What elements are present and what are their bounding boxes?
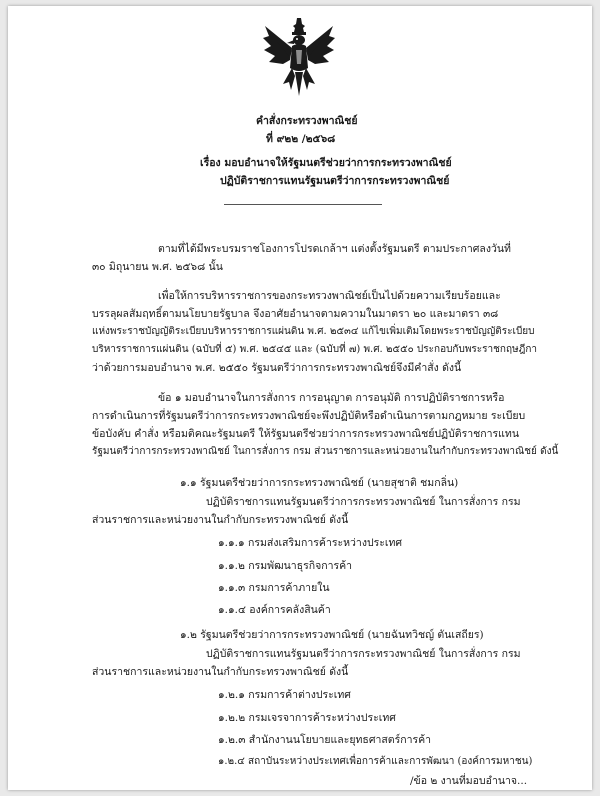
paragraph-line: แห่งพระราชบัญญัติระเบียบบริหารราชการแผ่นดิน พ.ศ. ๒๕๓๔ แก้ไขเพิ่มเติมโดยพระราชบัญญัติระเบียบ: [92, 326, 535, 337]
section-1-2-title: ๑.๒ รัฐมนตรีช่วยว่าการกระทรวงพาณิชย์ (นายฉันทวิชญ์ ตันเสถียร): [180, 629, 484, 641]
paragraph-line: ตามที่ได้มีพระบรมราชโองการโปรดเกล้าฯ แต่งตั้งรัฐมนตรี ตามประกาศลงวันที่: [158, 243, 511, 255]
order-subject-line-1: เรื่อง มอบอำนาจให้รัฐมนตรีช่วยว่าการกระทรวงพาณิชย์: [200, 157, 452, 169]
list-item: ๑.๑.๓ กรมการค้าภายใน: [218, 582, 330, 594]
list-item: ๑.๑.๑ กรมส่งเสริมการค้าระหว่างประเทศ: [218, 537, 403, 549]
paragraph-line: ข้อ ๑ มอบอำนาจในการสั่งการ การอนุญาต การอนุมัติ การปฏิบัติราชการหรือ: [158, 392, 505, 404]
order-subject-line-2: ปฏิบัติราชการแทนรัฐมนตรีว่าการกระทรวงพาณิชย์: [220, 175, 450, 187]
paragraph-line: ส่วนราชการและหน่วยงานในกำกับกระทรวงพาณิชย์ ดังนี้: [92, 514, 349, 526]
section-1-1-title: ๑.๑ รัฐมนตรีช่วยว่าการกระทรวงพาณิชย์ (นายสุชาติ ชมกลิ่น): [180, 477, 459, 489]
list-item: ๑.๑.๔ องค์การคลังสินค้า: [218, 604, 331, 616]
list-item: ๑.๒.๔ สถาบันระหว่างประเทศเพื่อการค้าและการพัฒนา (องค์การมหาชน): [218, 756, 533, 767]
header-divider: [224, 204, 382, 205]
garuda-emblem-icon: [261, 16, 337, 98]
paragraph-line: ว่าด้วยการมอบอำนาจ พ.ศ. ๒๕๕๐ รัฐมนตรีว่าการกระทรวงพาณิชย์จึงมีคำสั่ง ดังนี้: [92, 362, 462, 374]
paragraph-line: ส่วนราชการและหน่วยงานในกำกับกระทรวงพาณิชย์ ดังนี้: [92, 666, 349, 678]
paragraph-line: บริหารราชการแผ่นดิน (ฉบับที่ ๕) พ.ศ. ๒๕๔๕ และ (ฉบับที่ ๗) พ.ศ. ๒๕๕๐ ประกอบกับพระราชกฤษฎีกา: [92, 344, 538, 355]
paragraph-line: การดำเนินการที่รัฐมนตรีว่าการกระทรวงพาณิชย์จะพึงปฏิบัติหรือดำเนินการตามกฎหมาย ระเบียบ: [92, 410, 526, 422]
document-page: [8, 6, 592, 790]
paragraph-line: เพื่อให้การบริหารราชการของกระทรวงพาณิชย์เป็นไปด้วยความเรียบร้อยและ: [158, 290, 501, 302]
paragraph-line: ปฏิบัติราชการแทนรัฐมนตรีว่าการกระทรวงพาณิชย์ ในการสั่งการ กรม: [206, 496, 521, 508]
paragraph-line: ๓๐ มิถุนายน พ.ศ. ๒๕๖๘ นั้น: [92, 261, 223, 273]
order-title: คำสั่งกระทรวงพาณิชย์: [256, 115, 358, 127]
list-item: ๑.๑.๒ กรมพัฒนาธุรกิจการค้า: [218, 560, 353, 572]
list-item: ๑.๒.๒ กรมเจรจาการค้าระหว่างประเทศ: [218, 712, 396, 724]
list-item: ๑.๒.๓ สำนักงานนโยบายและยุทธศาสตร์การค้า: [218, 734, 432, 746]
list-item: ๑.๒.๑ กรมการค้าต่างประเทศ: [218, 689, 351, 701]
paragraph-line: รัฐมนตรีว่าการกระทรวงพาณิชย์ ในการสั่งการ กรม ส่วนราชการและหน่วยงานในกำกับกระทรวงพาณิชย์ ดังนี้: [92, 446, 559, 457]
continued-note: /ข้อ ๒ งานที่มอบอำนาจ...: [410, 775, 528, 787]
paragraph-line: ข้อบังคับ คำสั่ง หรือมติคณะรัฐมนตรี ให้รัฐมนตรีช่วยว่าการกระทรวงพาณิชย์ปฏิบัติราชการแทน: [92, 428, 520, 440]
paragraph-line: ปฏิบัติราชการแทนรัฐมนตรีว่าการกระทรวงพาณิชย์ ในการสั่งการ กรม: [206, 648, 521, 660]
order-number: ที่ ๙๒๒ /๒๕๖๘: [266, 133, 336, 145]
paragraph-line: บรรลุผลสัมฤทธิ์ตามนโยบายรัฐบาล จึงอาศัยอำนาจตามความในมาตรา ๒๐ และมาตรา ๓๘: [92, 308, 499, 320]
